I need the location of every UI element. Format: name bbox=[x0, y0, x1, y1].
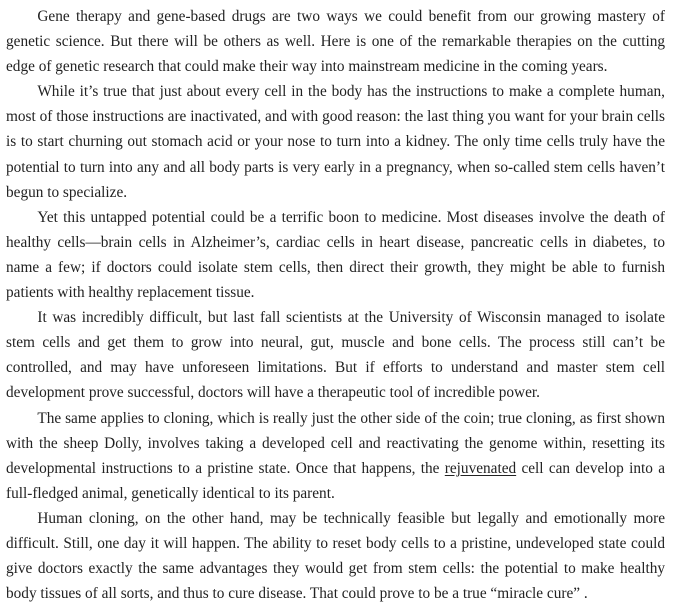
paragraph-human-cloning: Human cloning, on the other hand, may be technically feasible but legally and emotionally more difficult. Still, one day it will happen. The ability to reset body cells to a pristine, undeveloped state could give doctors exactly the same advantages they would get from stem cells: the potential to make healthy body tissues of all sorts, and thus to cure disease. That could prove to be a true “miracle cure” . bbox=[6, 509, 665, 603]
paragraph-cloning bbox=[6, 406, 665, 506]
underlined-word: rejuvenated bbox=[444, 459, 517, 477]
paragraph-gene-therapy: Gene therapy and gene-based drugs are two ways we could benefit from our growing mastery of genetic science. But there will be others as well. Here is one of the remarkable therapies on the cutting edge of genetic research that could make their way into mainstream medicine in the coming years. bbox=[6, 8, 665, 76]
paragraph-cell-instructions: While it’s true that just about every cell in the body has the instructions to make a complete human, most of those instructions are inactivated, and with good reason: the last thing you want for your brain cells is to start churning out stomach acid or your nose to turn into a kidney. The only time cells truly have the potential to turn into any and all body parts is very early in a pregnancy, when so-called stem cells haven’t begun to specialize. bbox=[6, 83, 665, 201]
cloning-text-after: cell can develop into a full-fledged animal, genetically identical to its parent. bbox=[6, 459, 666, 502]
paragraph-wisconsin-research: It was incredibly difficult, but last fall scientists at the University of Wisconsin managed to isolate stem cells and get them to grow into neural, gut, muscle and bone cells. The process still can’t be controlled, and may have unforeseen limitations. But if efforts to understand and master stem cell development prove successful, doctors will have a therapeutic tool of incredible power. bbox=[6, 309, 665, 402]
paragraph-untapped-potential: Yet this untapped potential could be a terrific boon to medicine. Most diseases involve the death of healthy cells—brain cells in Alzheimer’s, cardiac cells in heart disease, pancreatic cells in diabetes, to name a few; if doctors could isolate stem cells, then direct their growth, they might be able to furnish patients with healthy replacement tissue. bbox=[6, 208, 665, 302]
cloning-text-before: The same applies to cloning, which is really just the other side of the coin; true cloning, as first shown with the sheep Dolly, involves taking a developed cell and reactivating the genome within, resetting its developmental instructions to a pristine state. Once that happens, the bbox=[6, 409, 665, 477]
